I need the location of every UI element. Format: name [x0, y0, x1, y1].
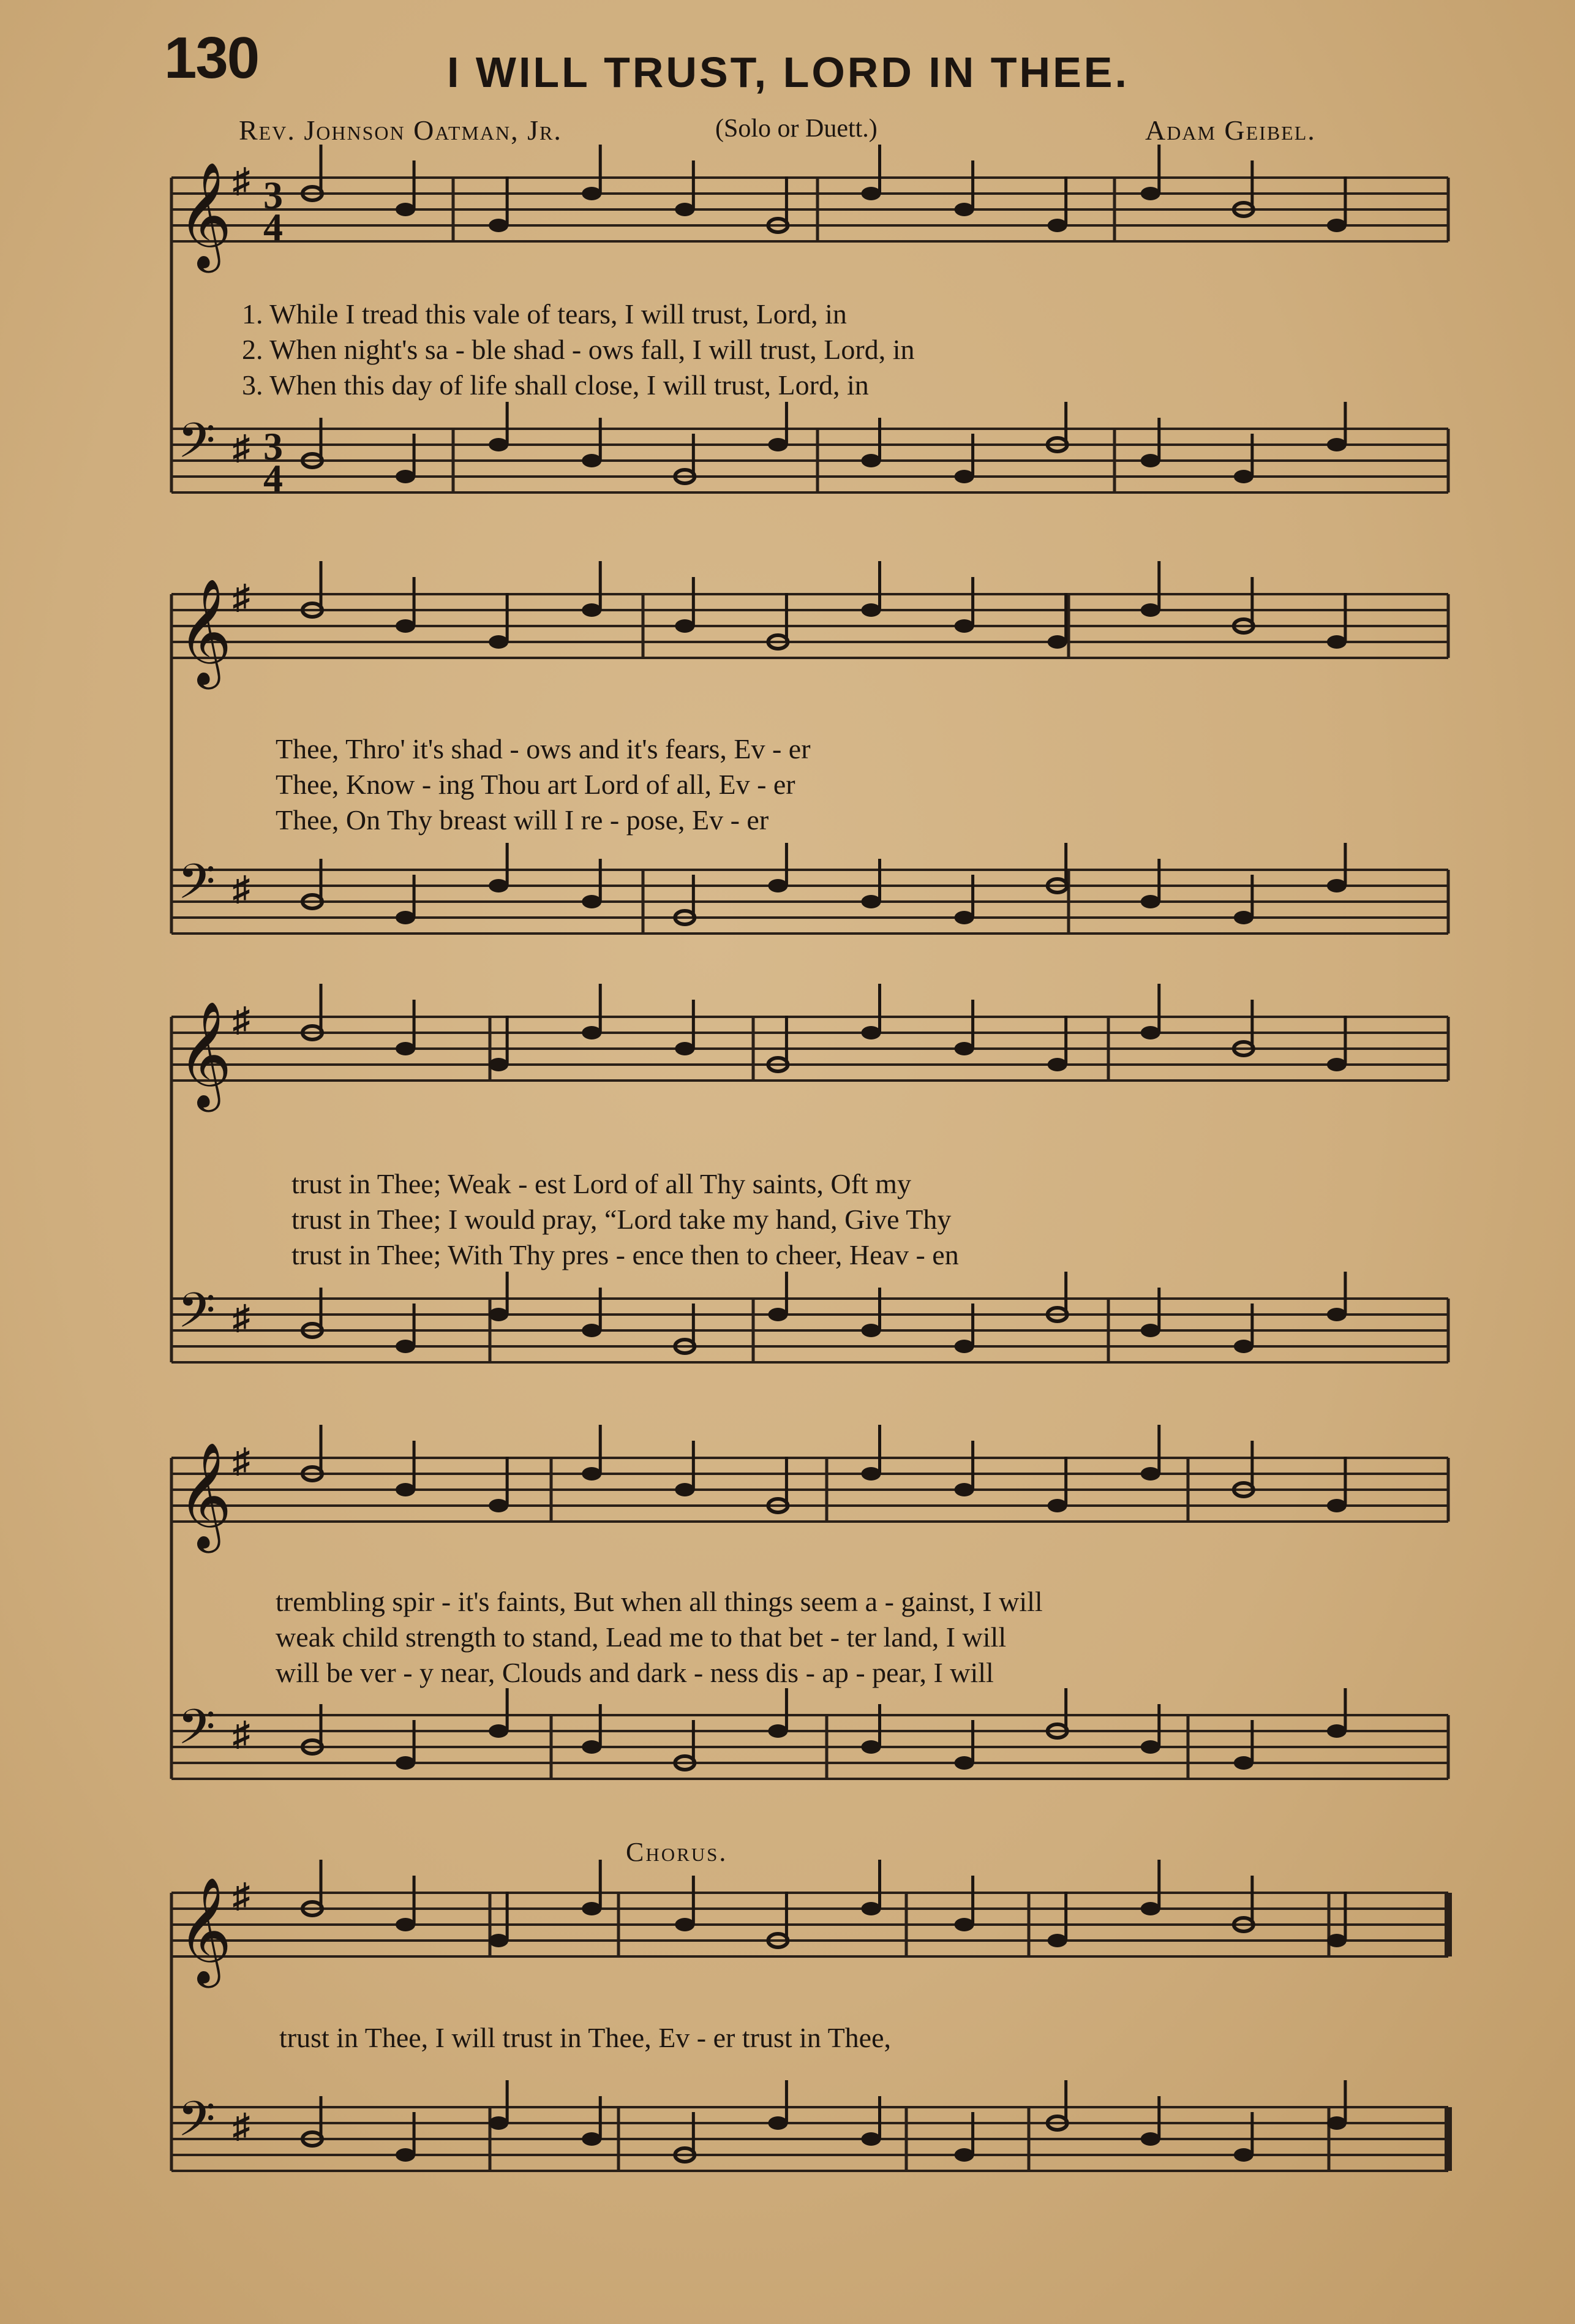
- lyric-line: trust in Thee; With Thy pres - ence then to cheer, Heav - en: [291, 1239, 959, 1270]
- note-head: [675, 619, 694, 633]
- sharp-key-signature-icon: ♯: [233, 1715, 250, 1754]
- time-signature-bottom: 4: [263, 456, 283, 500]
- note-head: [1141, 1902, 1160, 1915]
- note-head: [1141, 1467, 1160, 1481]
- note-head: [1141, 2132, 1160, 2146]
- note-head: [862, 187, 881, 200]
- note-head: [675, 1483, 694, 1496]
- note-head: [396, 470, 415, 483]
- chorus-label: Chorus.: [626, 1837, 728, 1867]
- note-head: [1327, 879, 1347, 892]
- note-head: [768, 879, 788, 892]
- author-credit: Rev. Johnson Oatman, Jr.: [239, 115, 562, 146]
- note-head: [489, 219, 508, 232]
- lyric-line: trust in Thee, I will trust in Thee, Ev - er trust in Thee,: [279, 2022, 892, 2053]
- note-head: [1327, 635, 1347, 649]
- note-head: [1234, 1756, 1254, 1770]
- note-head: [1141, 603, 1160, 617]
- sharp-key-signature-icon: ♯: [233, 2107, 250, 2146]
- bass-clef-icon: 𝄢: [178, 1282, 216, 1351]
- treble-clef-icon: 𝄞: [178, 578, 232, 685]
- note-head: [768, 2116, 788, 2130]
- treble-clef-icon: 𝄞: [178, 1877, 232, 1983]
- note-head: [489, 1724, 508, 1738]
- note-head: [675, 203, 694, 216]
- note-head: [396, 1756, 415, 1770]
- note-head: [582, 2132, 601, 2146]
- note-head: [1048, 1499, 1067, 1512]
- note-head: [489, 635, 508, 649]
- lyric-line: trust in Thee; I would pray, “Lord take my hand, Give Thy: [291, 1204, 952, 1235]
- note-head: [1327, 1308, 1347, 1321]
- note-head: [582, 1467, 601, 1481]
- lyrics-system-2: [276, 731, 811, 838]
- note-head: [582, 895, 601, 908]
- lyrics-system-5: [279, 2020, 891, 2056]
- treble-clef-icon: 𝄞: [178, 162, 232, 268]
- note-head: [862, 603, 881, 617]
- note-head: [582, 603, 601, 617]
- lyric-line: Thee, Know - ing Thou art Lord of all, Ev - er: [276, 769, 795, 800]
- note-head: [582, 1902, 601, 1915]
- sharp-key-signature-icon: ♯: [233, 870, 250, 908]
- note-head: [489, 1058, 508, 1071]
- sharp-key-signature-icon: ♯: [233, 162, 250, 200]
- note-head: [582, 187, 601, 200]
- note-head: [955, 1918, 974, 1931]
- note-head: [489, 2116, 508, 2130]
- lyrics-system-4: [276, 1584, 1043, 1691]
- note-head: [768, 438, 788, 451]
- note-head: [1327, 438, 1347, 451]
- note-head: [489, 438, 508, 451]
- note-head: [955, 1340, 974, 1353]
- note-head: [675, 1042, 694, 1055]
- note-head: [955, 2148, 974, 2162]
- note-head: [1048, 635, 1067, 649]
- lyric-line: will be ver - y near, Clouds and dark - ness dis - ap - pear, I will: [276, 1657, 994, 1688]
- performance-note: (Solo or Duett.): [715, 115, 878, 143]
- note-head: [489, 1934, 508, 1947]
- composer-credit: Adam Geibel.: [1145, 115, 1316, 146]
- treble-clef-icon: 𝄞: [178, 1442, 232, 1549]
- note-head: [489, 879, 508, 892]
- note-head: [955, 619, 974, 633]
- note-head: [862, 1026, 881, 1039]
- bass-clef-icon: 𝄢: [178, 853, 216, 922]
- note-head: [1141, 1740, 1160, 1754]
- note-head: [955, 911, 974, 924]
- note-head: [768, 1724, 788, 1738]
- note-head: [1327, 1499, 1347, 1512]
- note-head: [582, 1324, 601, 1337]
- note-head: [396, 203, 415, 216]
- note-head: [1048, 1934, 1067, 1947]
- sharp-key-signature-icon: ♯: [233, 429, 250, 467]
- lyric-line: trembling spir - it's faints, But when all things seem a - gainst, I will: [276, 1586, 1043, 1617]
- lyric-line: Thee, On Thy breast will I re - pose, Ev - er: [276, 804, 769, 836]
- note-head: [1048, 1058, 1067, 1071]
- note-head: [1234, 2148, 1254, 2162]
- note-head: [396, 1340, 415, 1353]
- note-head: [862, 2132, 881, 2146]
- sharp-key-signature-icon: ♯: [233, 1299, 250, 1337]
- note-head: [1048, 219, 1067, 232]
- note-head: [862, 1467, 881, 1481]
- note-head: [1234, 911, 1254, 924]
- sharp-key-signature-icon: ♯: [233, 1877, 250, 1915]
- note-head: [489, 1308, 508, 1321]
- note-head: [396, 2148, 415, 2162]
- bass-clef-icon: 𝄢: [178, 1699, 216, 1767]
- lyric-line: weak child strength to stand, Lead me to that bet - ter land, I will: [276, 1621, 1007, 1653]
- note-head: [582, 1740, 601, 1754]
- note-head: [1141, 454, 1160, 467]
- sharp-key-signature-icon: ♯: [233, 1442, 250, 1481]
- note-head: [1141, 895, 1160, 908]
- page-number: 130: [164, 25, 259, 91]
- note-head: [1327, 219, 1347, 232]
- note-head: [1327, 2116, 1347, 2130]
- lyric-line: 2. When night's sa - ble shad - ows fall, I will trust, Lord, in: [242, 334, 915, 365]
- note-head: [955, 1756, 974, 1770]
- note-head: [862, 1324, 881, 1337]
- sharp-key-signature-icon: ♯: [233, 578, 250, 617]
- lyric-line: trust in Thee; Weak - est Lord of all Thy saints, Oft my: [291, 1168, 911, 1199]
- note-head: [1234, 470, 1254, 483]
- note-head: [1234, 1340, 1254, 1353]
- note-head: [396, 619, 415, 633]
- sharp-key-signature-icon: ♯: [233, 1001, 250, 1039]
- note-head: [675, 1918, 694, 1931]
- treble-clef-icon: 𝄞: [178, 1001, 232, 1107]
- note-head: [955, 1483, 974, 1496]
- note-head: [955, 1042, 974, 1055]
- lyric-line: 1. While I tread this vale of tears, I will trust, Lord, in: [242, 298, 847, 330]
- note-head: [396, 911, 415, 924]
- lyrics-system-1: [242, 296, 915, 403]
- lyric-line: Thee, Thro' it's shad - ows and it's fears, Ev - er: [276, 733, 811, 764]
- note-head: [396, 1483, 415, 1496]
- note-head: [862, 1902, 881, 1915]
- note-head: [955, 203, 974, 216]
- note-head: [396, 1042, 415, 1055]
- note-head: [1141, 187, 1160, 200]
- bass-clef-icon: 𝄢: [178, 2091, 216, 2159]
- note-head: [1327, 1934, 1347, 1947]
- time-signature-top: 3: [263, 173, 283, 217]
- note-head: [768, 1308, 788, 1321]
- note-head: [582, 1026, 601, 1039]
- note-head: [396, 1918, 415, 1931]
- time-signature-top: 3: [263, 424, 283, 468]
- note-head: [955, 470, 974, 483]
- time-signature-bottom: 4: [263, 205, 283, 249]
- hymn-title: I WILL TRUST, LORD IN THEE.: [447, 48, 1129, 96]
- bass-clef-icon: 𝄢: [178, 412, 216, 481]
- note-head: [489, 1499, 508, 1512]
- note-head: [582, 454, 601, 467]
- note-head: [1141, 1324, 1160, 1337]
- lyric-line: 3. When this day of life shall close, I will trust, Lord, in: [242, 369, 869, 401]
- note-head: [1327, 1058, 1347, 1071]
- note-head: [862, 454, 881, 467]
- lyrics-system-3: [291, 1166, 959, 1273]
- note-head: [862, 1740, 881, 1754]
- note-head: [1141, 1026, 1160, 1039]
- note-head: [862, 895, 881, 908]
- note-head: [1327, 1724, 1347, 1738]
